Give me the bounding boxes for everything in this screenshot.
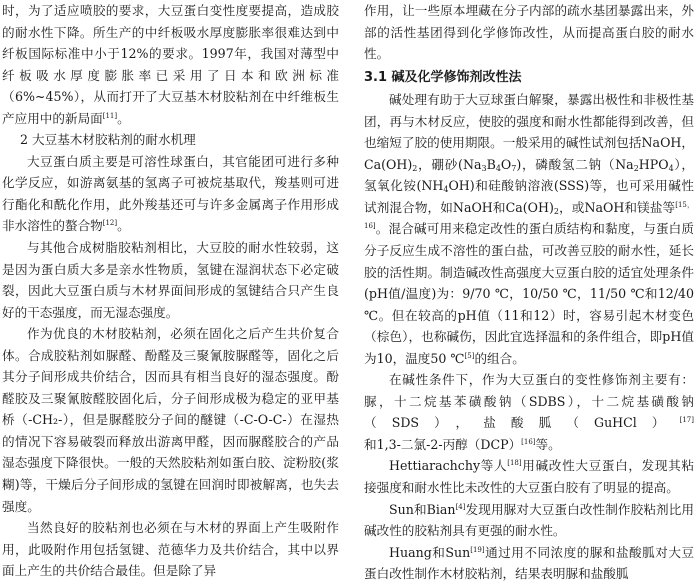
paragraph: 当然良好的胶粘剂也必须在与木材的界面上产生吸附作用，此吸附作用包括氢键、范德华力及共价结合，其中以界面上产生的共价结合最佳。但是除了异 [2,520,339,579]
citation: [11] [102,111,118,120]
citation: [12] [102,219,118,228]
paragraph: 与其他合成树脂胶粘剂相比，大豆胶的耐水性较弱，这是因为蛋白质大多是亲水性物质，氢键在湿润状态下必定破裂，因此大豆蛋白质与木材界面间形成的氢键结合只产生良好的干态强度，而无湿态强度。 [2,240,339,320]
citation: [16] [521,437,536,446]
right-column [364,0,694,585]
paragraph: 大豆蛋白质主要是可溶性球蛋白，其官能团可进行多种化学反应，如游离氨基的氢离子可被烷基取代，羧基则可进行酯化和酰化作用，此外羧基还可与许多金属离子作用形成非水溶性的螯合物[12]。 [2,153,339,234]
section-2-heading: 2 大豆基木材胶粘剂的耐水机理 [20,132,196,148]
section-3-1-heading: 3.1 碱及化学修饰剂改性法 [364,69,522,85]
paragraph-hettiarachchy: Hettiarachchy等人[18]用碱改性大豆蛋白，发现其粘接强度和耐水性比未改性的大豆蛋白胶有了明显的提高。 [364,458,694,496]
citation: [17] [679,416,694,425]
left-column [2,0,339,582]
paragraph-huang-sun: Huang和Sun[19]通过用不同浓度的脲和盐酸胍对大豆蛋白改性制作木材胶粘剂，结果表明脲和盐酸胍 [364,544,695,582]
paragraph-alkali: 碱处理有助于大豆球蛋白解聚，暴露出极性和非极性基团，再与木材反应，使胶的强度和耐水性都能得到改善，但也缩短了胶的使用期限。一般采用的碱性试剂包括NaOH，$Ca(OH)_2$，硼砂$(Na_3B_4O_7)$，磷酸氢二钠$(Na_2HPO_4)$，氢氧化铵$(NH_4OH)$和硅酸钠溶液(SSS)等，也可采用碱性试剂混合物，如NaOH和$Ca(OH)_2$，或NaOH和镁盐等[15，16]。混合碱可用来稳定改性的蛋白质结构和黏度，与蛋白质分子反应生成不溶性的蛋白盐，可改善豆胶的耐水性，延长胶的活性期。制造碱改性高强度大豆蛋白胶的适宜处理条件(pH值/温度)为：9/70 ℃，10/50 ℃，11/50 ℃和12/40 ℃。但在较高的pH值（11和12）时，容易引起木材变色（棕色），也称碱伤，因此宜选择温和的条件组合，即pH值为10，温度50 ℃[5]的组合。 [364,92,694,366]
citation: [4] [455,502,466,511]
citation: [19] [470,545,485,554]
continuation-paragraph: 作用，让一些原本埋藏在分子内部的疏水基团暴露出来，外部的活性基团得到化学修饰改性，从而提高蛋白胶的耐水性。 [364,3,694,62]
citation: [5] [464,351,475,360]
citation: [15，16] [364,200,694,231]
paragraph-modifiers: 在碱性条件下，作为大豆蛋白的变性修饰剂主要有：脲，十二烷基苯磺酸钠（SDBS），十二烷基磺酸钠（SDS），盐酸胍（GuHCl）[17]和1,3-二氯-2-丙醇（DCP）[16]等。 [364,372,694,452]
intro-paragraph: 时，为了适应喷胶的要求，大豆蛋白变性度要提高，造成胶的耐水性下降。所生产的中纤板吸水厚度膨胀率很难达到中纤板国际标准中小于12%的要求。1997年，我国对薄型中纤板吸水厚度膨胀率已采用了日本和欧洲标准（6%~45%），从而打开了大豆基木材胶粘剂在中纤维板生产应用中的新局面[11]。 [2,3,339,126]
paragraph: 作为优良的木材胶粘剂，必须在固化之后产生共价复合体。合成胶粘剂如脲醛、酚醛及三聚氰胺脲醛等，固化之后其分子间形成共价结合，因而具有相当良好的湿态强度。酚醛胶及三聚氰胺醛胶固化后，分子间形成极为稳定的亚甲基桥（-CH₂-），但是脲醛胶分子间的醚键（-C-O-C-）在湿热的情况下容易破裂而释放出游离甲醛，因而脲醛胶合的产品湿态强度下降很快。一般的天然胶粘剂如蛋白胶、淀粉胶(浆糊)等，干燥后分子间形成的氢键在回润时即被解离，也失去强度。 [2,326,339,514]
citation: [18] [507,459,522,468]
paragraph-sun-bian: Sun和Bian[4]发现用脲对大豆蛋白改性制作胶粘剂比用碱改性的胶粘剂具有更强的耐水性。 [364,501,694,539]
